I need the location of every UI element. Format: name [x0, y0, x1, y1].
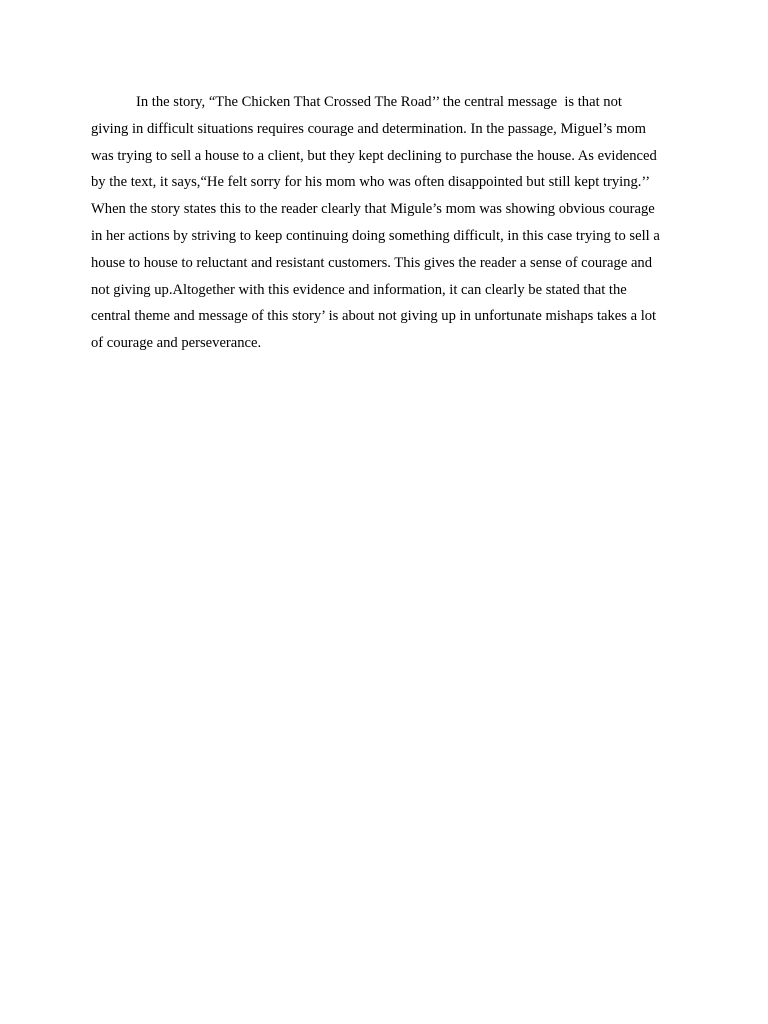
paragraph-line: house to house to reluctant and resistant customers. This gives the reader a sense of courage and	[91, 254, 653, 271]
paragraph-line: giving in difficult situations requires courage and determination. In the passage, Miguel’s mom	[91, 120, 646, 137]
paragraph-line: central theme and message of this story’ is about not giving up in unfortunate mishaps takes a lot	[91, 308, 657, 325]
paragraph-line: When the story states this to the reader clearly that Migule’s mom was showing obvious courage	[91, 201, 655, 218]
paragraph-line: by the text, it says,“He felt sorry for his mom who was often disappointed but still kept trying.’’	[91, 174, 651, 191]
essay-paragraph	[91, 89, 685, 357]
paragraph-line: of courage and perseverance.	[91, 335, 262, 352]
paragraph-line: was trying to sell a house to a client, but they kept declining to purchase the house. As evidenced	[91, 147, 657, 164]
paragraph-line: in her actions by striving to keep continuing doing something difficult, in this case trying to sell a	[91, 227, 660, 244]
paragraph-line: In the story, “The Chicken That Crossed The Road’’ the central message is that not	[136, 94, 622, 110]
paragraph-line: not giving up.Altogether with this evidence and information, it can clearly be stated that the	[91, 281, 627, 298]
